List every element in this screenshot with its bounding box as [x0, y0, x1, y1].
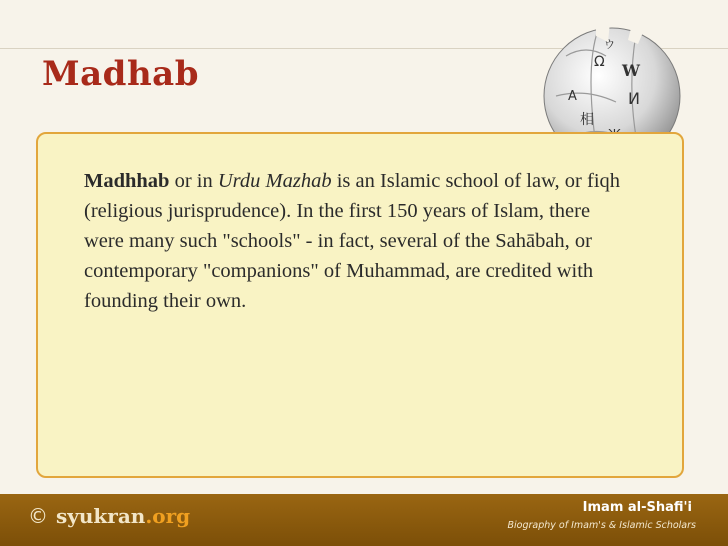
footer-person-name: Imam al-Shafi'i	[582, 500, 692, 515]
term: Madhhab	[84, 170, 170, 192]
brand-logo	[28, 504, 190, 528]
urdu-term: Urdu Mazhab	[217, 170, 332, 192]
globe-glyph: ウ	[604, 38, 615, 51]
body-paragraph	[84, 166, 624, 316]
globe-glyph: Ω	[594, 54, 605, 70]
globe-glyph: И	[628, 89, 640, 108]
brand-tld: .org	[145, 504, 191, 528]
brand-name: syukran	[56, 504, 146, 528]
body-text-1: or in	[169, 170, 218, 192]
globe-glyph: A	[568, 89, 577, 104]
body-text-2: is an Islamic school of law, or fiqh (religious jurisprudence). In the first 150 years of Islam, there were many such "schools" - in fact, several of the Sahābah, or contemporary "companions" of Muhammad, are credited with founding their own.	[84, 170, 621, 312]
footer-subtitle: Biography of Imam's & Islamic Scholars	[507, 520, 696, 531]
slide-title: Madhab	[42, 54, 199, 94]
globe-glyph: 相	[580, 112, 594, 128]
copyright-icon: ©	[28, 504, 48, 528]
globe-glyph: W	[622, 61, 640, 80]
